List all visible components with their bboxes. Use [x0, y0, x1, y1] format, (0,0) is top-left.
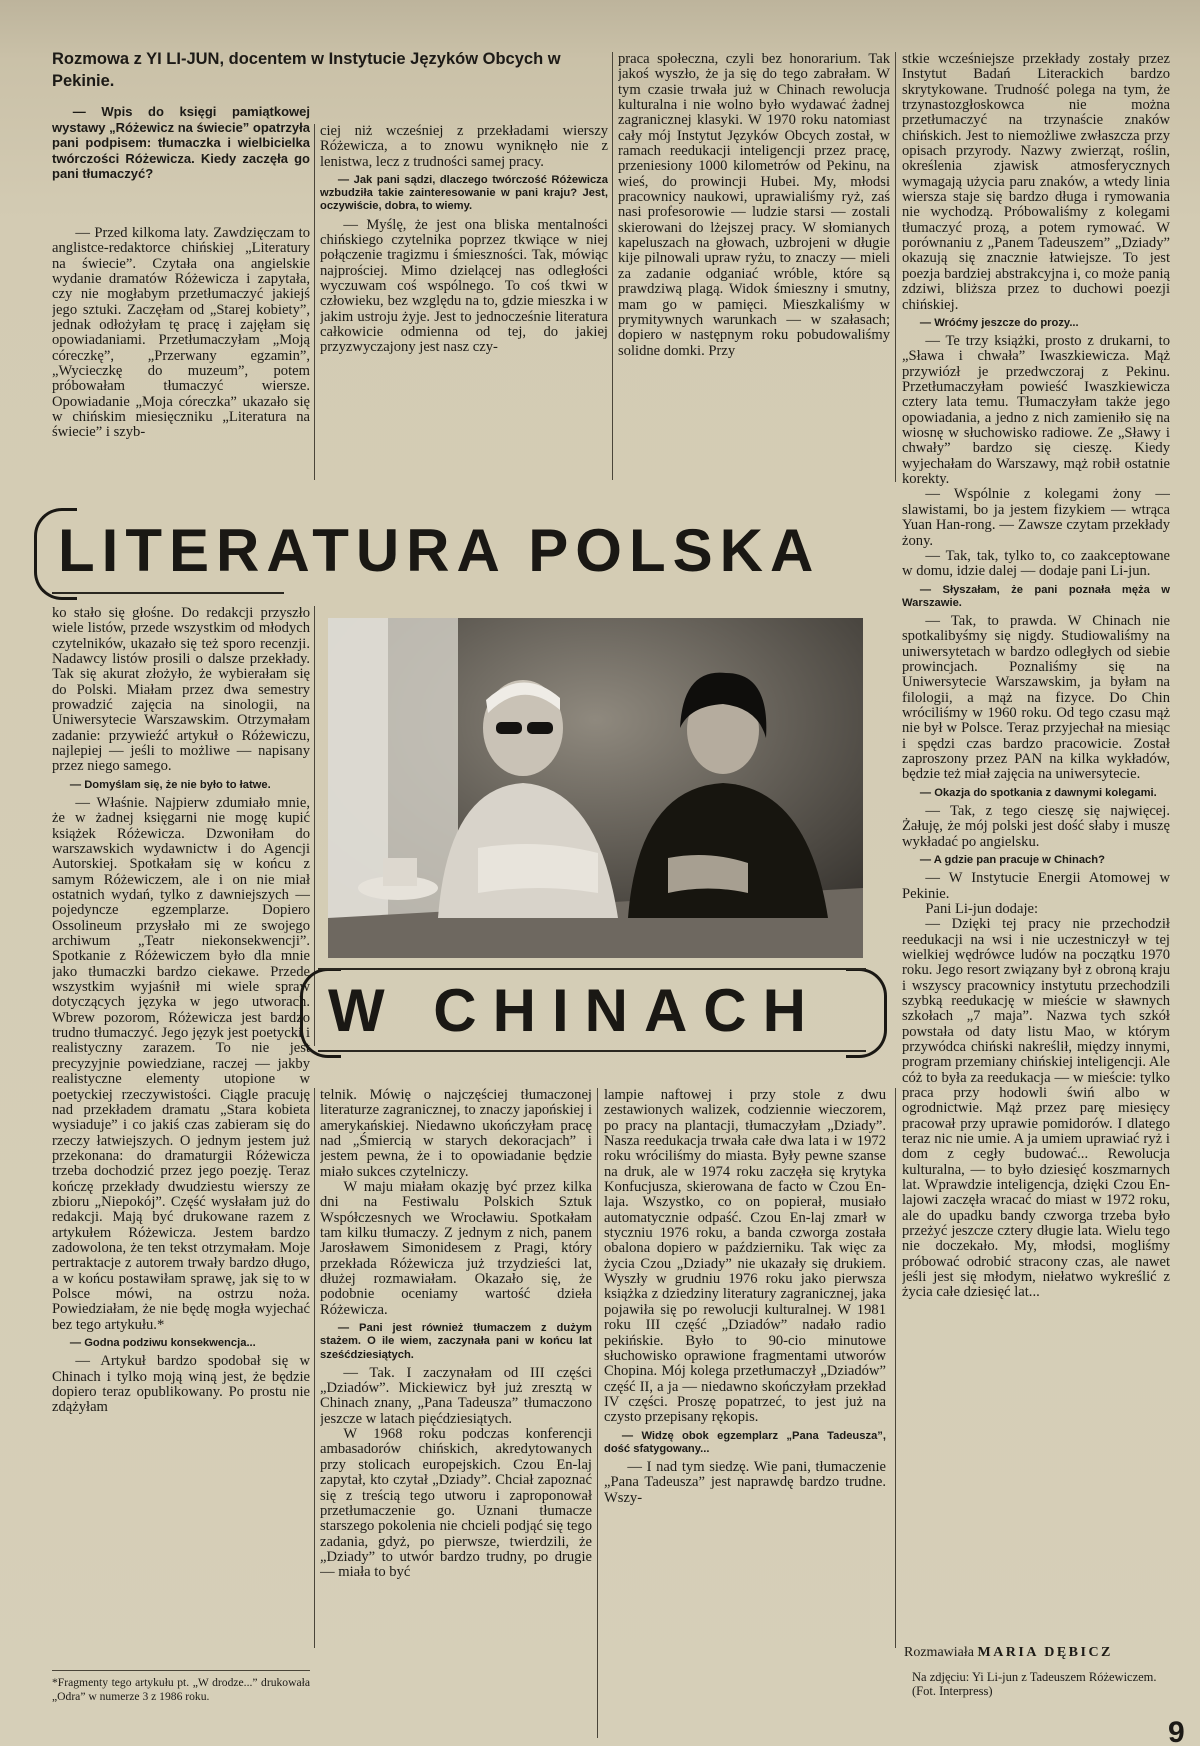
signature [904, 1644, 1170, 1664]
paragraph: — Myślę, że jest ona bliska mentalności chińskiego czytelnika poprzez tkwiące w niej połączenie tragizmu i śmieszności. Tak, mówiąc najprościej. Mimo dzielącej nas odległości wyczuwam coś wspólnego. To coś tkwi w człowieku, bez względu na to, gdzie mieszka i w jakim ustroju żyje. Jest to jednocześnie literatura całkowicie odmienna od tej, do jakiej przyzwyczajony jest nasz czy- [320, 216, 608, 356]
paragraph: — I nad tym siedzę. Wie pani, tłumaczenie „Pana Tadeusza” jest naprawdę bardzo trudne. Wszy- [604, 1458, 886, 1506]
paragraph: W 1968 roku podczas konferencji ambasadorów chińskich, akredytowanych przy stolicach europejskich. Czou En-laj zapytał, kto czytał „Dziady”. Chciał zapoznać się z treścią tego utworu i zaproponował przetłumaczenie go. Uznani tłumacze starszego pokolenia nie chcieli podjąć się tego zadania, gdyż, po pierwsze, twierdzili, że „Dziady” to utwór bardzo trudny, po drugie — miała to być [320, 1426, 592, 1581]
interviewer-question: — Wróćmy jeszcze do prozy... [919, 316, 1079, 329]
banner-underline [52, 592, 284, 594]
page-number: 9 [1168, 1716, 1185, 1746]
interviewer-question: — Domyślam się, że nie było to łatwe. [69, 778, 271, 791]
paragraph: — Tak, to prawda. W Chinach nie spotkalibyśmy się nigdy. Studiowaliśmy na uniwersytetach w bardzo odległych od siebie prowincjach. Poznaliśmy się na Uniwersytecie Warszawskim, ja byłam na filologii, a mąż na fizyce. Do Chin wróciliśmy w 1960 roku. Od tego czasu mąż nie był w Polsce. Teraz przyjechał na miesiąc i spędzi czas bardzo pracowicie. Został zaproszony przez PAN na kilka wykładów, będzie też miał zajęcia na uniwersytecie. [902, 612, 1170, 783]
intro-question: — Wpis do księgi pamiątkowej wystawy „Różewicz na świecie” opatrzyła pani podpisem: tłumaczka i wielbicielka twórczości Różewicza. Kiedy zaczęła go pani tłumaczyć? [52, 104, 310, 181]
interviewer-question: — Godna podziwu konsekwencja... [69, 1337, 256, 1350]
column-1-top [52, 226, 310, 480]
paragraph: — Przed kilkoma laty. Zawdzięczam to anglistce-redaktorce chińskiej „Literatury na świecie”. Czytała ona angielskie wydanie dramatów Różewicza i zapytała, czy nie mogłabym przetłumaczyć jakiejś jego sztuki. Zaczęłam od „Starej kobiety”, jednak odłożyłam tę pracę i zajęłam się opowiadaniami. Przetłumaczyłam „Moją córeczkę”, „Przerwany egzamin”, „Wycieczkę do muzeum”, potem próbowałam tłumaczyć wiersze. Opowiadanie „Moja córeczka” ukazało się w chińskim miesięczniku „Literatura na świecie” i szyb- [52, 226, 310, 441]
paragraph: W maju miałam okazję być przez kilka dni na Festiwalu Polskich Sztuk Współczesnych we Wrocławiu. Spotkałam tam kilku tłumaczy. Z jednym z nich, panem Jarosławem Simonidesem z Pragi, który przekłada Różewicza już trzydzieści lat, dłużej rozmawiałam. Okazało się, że podobnie oceniamy wartość dzieła Różewicza. [320, 1179, 592, 1318]
banner-literatura-polska: LITERATURA POLSKA [58, 517, 821, 584]
paragraph: stkie wcześniejsze przekłady zostały przez Instytut Badań Literackich bardzo skrytykowane. Trudność polega na tym, że trzynastozgłoskowca nie można przetłumaczyć na trzynaście znaków chińskich. Jest to niemożliwe zwłaszcza przy opisach przyrody. Nazwy zwierząt, roślin, określenia zjawisk atmosferycznych wymagają użycia paru znaków, a wtedy linia wiersza staje się bardzo długa i rymowania nie wychodzą. Próbowaliśmy z kolegami tłumaczyć prozą, a potem rymować. W porównaniu z „Panem Tadeuszem” „Dziady” okazują się znacznie łatwiejsze. To jest poezja bardziej abstrakcyjna i, co może panią zdziwi, bliższa przez to duchowi poezji chińskiej. [902, 52, 1170, 313]
banner-w-chinach: W CHINACH [328, 977, 822, 1044]
column-4-right [902, 52, 1170, 1632]
paragraph: lampie naftowej i przy stole z dwu zestawionych walizek, codziennie wieczorem, po pracy na plantacji, tłumaczyłam „Dziady”. Nasza reedukacja trwała całe dwa lata i w 1972 roku wróciliśmy do miasta. Były pewne szanse na druk, ale w 1974 roku zaczęła się krytyka Konfucjusza, skierowana de facto w Czou En-laja. Wszystko, co on popierał, musiało automatycznie odpaść. Czou En-laj zmarł w styczniu 1976 roku, a banda czworga została obalona dopiero w październiku. Tak więc za życia Czou „Dziady” nie ukazały się drukiem. Wyszły w grudniu 1976 roku jako pierwsza książka z dziedziny literatury zagranicznej, jaka pojawiła się po rewolucji kulturalnej. W 1981 roku III część „Dziadów” nadało radio pekińskie. Było to 90-cio minutowe słuchowisko oprawione fragmentami utworów Chopina. Mój kolega przetłumaczył „Dziadów” część II, a ja — niedawno skończyłam przekład IV części. Proszę popatrzeć, to jest już na czysto przepisany rękopis. [604, 1088, 886, 1426]
banner-underline [318, 1050, 866, 1052]
paragraph: — Tak, z tego cieszę się najwięcej. Żałuję, że mój polski jest dość słaby i muszę wykładać po angielsku. [902, 802, 1170, 850]
column-2-top [320, 124, 608, 480]
interviewer-question: — Słyszałam, że pani poznała męża w Warszawie. [902, 583, 1170, 609]
column-1-lower [52, 606, 310, 1606]
paragraph: — Dzięki tej pracy nie przechodził reedukacji na wsi i nie uczestniczył w tej wielkiej wędrówce ludów na początku 1970 roku. Jego resort związany był z obroną kraju i wszyscy pracownicy instytutu przechodzili szybką reedukację w mieście w sławnych szkołach „7 maja”. Nazwa tych szkół powstała od daty listu Mao, w którym przywódca chiński nakreślił, między innymi, program przemiany chińskiej inteligencji. Ale cóż to była za reedukacja — w mieście: tylko praca przy hodowli świń albo w ogrodnictwie. Mąż przez parę miesięcy pracował przy uprawie pomidorów. I dlatego teraz nic nie umie. A ja umiem uprawiać ryż i dom z cegły budować... Rewolucja kulturalna, — to było dziesięć koszmarnych lat. Wprawdzie inteligencja, dzięki Czou En-lajowi zaczęła wracać do miast w 1972 roku, ale do upadku bandy czworga trzeba było przeżyć jeszcze cztery długie lata. Wielu tego nie doczekało. My, młodsi, mogliśmy próbować odrobić stracony czas, ale nawet jeśli jest się młodym, niełatwo wykreślić z życia całe dziesięć lat... [902, 916, 1170, 1301]
footnote-rule [52, 1670, 310, 1671]
interviewer-question: — Okazja do spotkania z dawnymi kolegami. [919, 786, 1157, 799]
interview-photo [328, 618, 863, 958]
paragraph: ciej niż wcześniej z przekładami wierszy Różewicza, a to znowu wyniknęło nie z lenistwa, lecz z trudności samej pracy. [320, 124, 608, 170]
banner-bracket-right [846, 968, 887, 1058]
caption-text: Yi Li-jun z Tadeuszem Różewiczem. (Fot. Interpress) [912, 1670, 1157, 1698]
photo-illustration [328, 618, 863, 958]
column-3-top [618, 52, 890, 480]
column-rule [597, 1088, 598, 1738]
footnote: *Fragmenty tego artykułu pt. „W drodze...” drukowała „Odra” w numerze 3 z 1986 roku. [52, 1676, 310, 1703]
signature-name: MARIA DĘBICZ [977, 1645, 1113, 1660]
photo-caption [904, 1670, 1170, 1704]
paragraph: — Właśnie. Najpierw zdumiało mnie, że w żadnej księgarni nie mogę kupić książek Różewicza. Dzwoniłam do warszawskich wydawnictw i do Agencji Autorskiej. Spotkałam się w końcu z samym Różewiczem, ale i on nie miał ostatnich wydań, tylko z dawniejszych — pojedyncze egzemplarze. Dopiero Ossolineum przysłało mi ze swojego archiwum „Teatr niekonsekwencji”. Spotkanie z Różewiczem było dla mnie jako tłumaczki bardzo ciekawe. Przede wszystkim wyjaśnił mi wiele spraw dotyczących języka w jego utworach. Wbrew pozorom, Różewicza jest bardzo trudno tłumaczyć. Jego język jest poetycki i realistyczny zarazem. To nie jest precyzyjnie powiedziane, raczej — jakby realistyczne elementy utopione w poetyckiej rzeczywistości. Ciągle pracuję nad przekładem dramatu „Stara kobieta wysiaduje” i co jakiś czas zabieram się do rzeczy łatwiejszych. O jednym jestem już przekonana: do dramaturgii Różewicza trzeba dochodzić przez jego poezję. Teraz kończę przekłady dwudziestu wierszy ze zbioru „Niepokój”. Część wysłałam już do redakcji. Mają być drukowane razem z artykułem Różewicza. Jestem bardzo zadowolona, że ten tekst otrzymałam. Moje pertraktacje z autorem trwały bardzo długo, a w końcu postawiłam sprawę, jak się to w Polsce mówi, na ostrzu noża. Powiedziałam, że nie będę mogła wyjechać bez tego artykułu.* [52, 794, 310, 1333]
signature-prefix: Rozmawiała [904, 1645, 974, 1660]
paragraph: — Wspólnie z kolegami żony — slawistami, bo ja jestem fizykiem — wtrąca Yuan Han-rong. — Zawsze czytam przekłady żony. [902, 486, 1170, 549]
intro-question-block [52, 104, 310, 224]
banner-underline [318, 968, 866, 970]
column-3-bottom [604, 1088, 886, 1736]
interviewer-question: — A gdzie pan pracuje w Chinach? [919, 853, 1105, 866]
paragraph: praca społeczna, czyli bez honorarium. Tak jakoś wyszło, że ja się do tego zabrałam. W tym czasie trwała już w Chinach rewolucja kulturalna i nie wolno było wydawać żadnej zagranicznej klasyki. W 1970 roku natomiast cały mój Instytut Języków Obcych został, w ramach reedukacji inteligencji przez pracę, przeniesiony 1000 kilometrów od Pekinu, na wieś, do prowincji Hubei. My, młodsi pracownicy naukowi, uprawialiśmy ryż, zaś nasi profesorowie — ludzie starsi — zostali skierowani do lżejszej pracy. W słomianych kapeluszach na głowach, uzbrojeni w długie kije pilnowali upraw ryżu, to znaczy — mieli za zadanie odganiać wróble, które są prawdziwą plagą. Widok śmieszny i smutny, mam go w pamięci. Mieszkaliśmy w prymitywnych warunkach — w szałasach; dopiero w następnym roku pobudowaliśmy solidne domki. Przy [618, 52, 890, 359]
interviewer-question: — Widzę obok egzemplarz „Pana Tadeusza”, dość sfatygowany... [604, 1429, 886, 1455]
column-rule [895, 52, 896, 482]
paragraph: — W Instytucie Energii Atomowej w Pekinie. [902, 870, 1170, 902]
interviewer-question: — Jak pani sądzi, dlaczego twórczość Różewicza wzbudziła takie zainteresowanie w pani kraju? Jest, oczywiście, dobra, to wiemy. [320, 174, 608, 213]
column-rule [314, 1088, 315, 1648]
column-rule [612, 52, 613, 480]
column-rule [895, 1088, 896, 1648]
caption-label: Na zdjęciu: [912, 1670, 970, 1684]
intro-title: Rozmowa z YI LI-JUN, docentem w Instytucie Języków Obcych w Pekinie. [52, 50, 561, 90]
paragraph: ko stało się głośne. Do redakcji przyszło wiele listów, przede wszystkim od młodych czytelników, ukazało się też sporo recenzji. Nadawcy listów prosili o dalsze przekłady. Tak się akurat złożyło, że wybierałam się do Polski. Miałam przez dwa semestry prowadzić zajęcia na sinologii, na Uniwersytecie Warszawskim. Otrzymałam zadanie: przywieźć artykuł o Różewiczu, najlepiej — jeśli to możliwe — napisany przez niego samego. [52, 606, 310, 775]
column-2-bottom [320, 1088, 592, 1736]
interviewer-question: — Pani jest również tłumaczem z dużym stażem. O ile wiem, zaczynała pani w końcu lat sześćdziesiątych. [320, 1322, 592, 1361]
paragraph: — Tak. I zaczynałam od III części „Dziadów”. Mickiewicz był już zresztą w Chinach znany, „Pana Tadeusza” tłumaczono jeszcze w latach pięćdziesiątych. [320, 1364, 592, 1427]
paragraph: — Artykuł bardzo spodobał się w Chinach i tylko moją winą jest, że będzie dopiero teraz opublikowany. Po prostu nie zdążyłam [52, 1353, 310, 1416]
column-rule [314, 124, 315, 480]
paragraph: — Tak, tak, tylko to, co zaakceptowane w domu, idzie dalej — dodaje pani Li-jun. [902, 547, 1170, 580]
paragraph: telnik. Mówię o najczęściej tłumaczonej literaturze zagranicznej, to znaczy japońskiej i amerykańskiej. Niedawno ukończyłam pracę nad „Śmiercią w starych dekoracjach” i jestem pewna, że i to opowiadanie będzie miało sukces czytelniczy. [320, 1088, 592, 1180]
paragraph: Pani Li-jun dodaje: [925, 900, 1039, 917]
paragraph: — Te trzy książki, prosto z drukarni, to „Sława i chwała” Iwaszkiewicza. Mąż przywiózł je przedwczoraj z Pekinu. Przetłumaczyłam powieść Iwaszkiewicza cztery lata temu. Tłumaczyłam także jego opowiadania, a jedno z nich zamieniło się na wiosnę w słuchowisko radiowe. Ze „Sławy i chwały” bardzo się cieszę. Kiedy wyjechałam do Warszawy, mąż robił ostatnie korekty. [902, 333, 1170, 488]
